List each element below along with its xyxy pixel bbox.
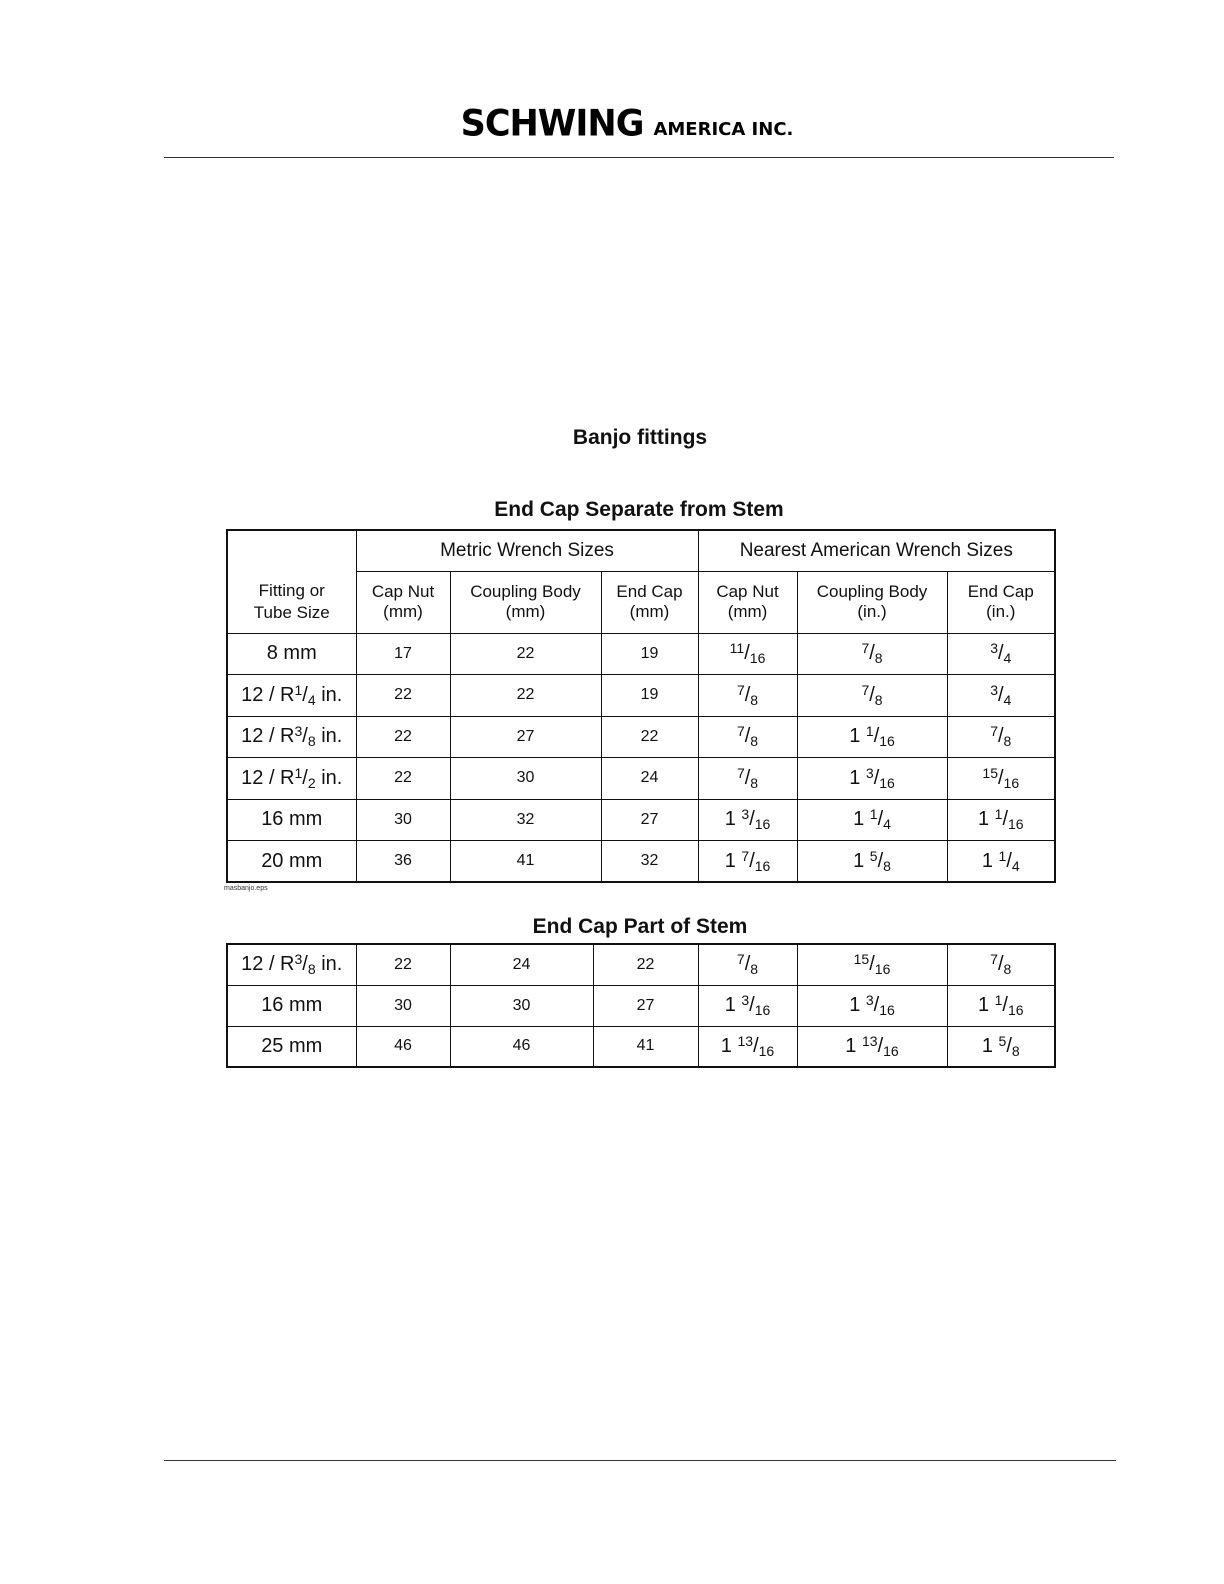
- frac-numerator: 15: [982, 764, 998, 781]
- sub-header-5: [947, 571, 1055, 633]
- header-rule: [164, 157, 1114, 158]
- fit-suffix: in.: [315, 766, 343, 789]
- whole-part: 1: [845, 1034, 862, 1057]
- metric-cell: 27: [601, 799, 698, 841]
- fitting-size-cell: $12 / R^1/_2$ in.: [227, 758, 356, 800]
- fit-prefix: 16 mm: [261, 808, 323, 831]
- fit-suffix: in.: [315, 725, 343, 748]
- metric-cell: 46: [450, 1026, 593, 1067]
- american-cell: 1 $^{13}/_{16}$: [797, 1026, 947, 1067]
- metric-cell: 41: [450, 841, 601, 883]
- fit-prefix: 12 / R: [241, 683, 295, 706]
- metric-cell: 30: [356, 985, 450, 1026]
- american-cell: $^7/_8$: [698, 716, 797, 758]
- american-group-header: Nearest American Wrench Sizes: [698, 530, 1055, 571]
- fit-denominator: 8: [307, 733, 316, 750]
- whole-part: 1: [853, 808, 870, 831]
- frac-denominator: 16: [879, 1002, 895, 1018]
- frac-numerator: 7: [736, 951, 745, 968]
- fit-denominator: 8: [307, 961, 316, 978]
- whole-part: 1: [849, 725, 866, 748]
- whole-part: 1: [849, 994, 866, 1016]
- frac-denominator: 8: [750, 691, 759, 708]
- frac-denominator: 16: [754, 857, 771, 874]
- sub-header-line1: End Cap: [616, 582, 683, 601]
- whole-part: 1: [724, 808, 742, 831]
- frac-denominator: 8: [1003, 961, 1012, 978]
- fitting-size-cell: [227, 1026, 356, 1067]
- frac-denominator: 16: [754, 1002, 771, 1018]
- frac-denominator: 8: [883, 857, 891, 874]
- fitting-size-cell: $12 / R^1/_4$ in.: [227, 675, 356, 717]
- whole-part: 1: [981, 849, 999, 872]
- sub-header-0: [356, 571, 450, 633]
- footer-rule: [164, 1460, 1116, 1461]
- frac-numerator: 7: [861, 681, 870, 698]
- frac-numerator: 7: [736, 764, 745, 781]
- fit-prefix: 12 / R: [241, 953, 295, 976]
- whole-part: 1: [977, 994, 995, 1016]
- sub-header-line2: (mm): [629, 602, 670, 621]
- frac-denominator: 8: [874, 650, 883, 667]
- fitting-size-cell: [227, 985, 356, 1026]
- frac-numerator: 1: [865, 723, 874, 740]
- metric-cell: 22: [356, 675, 450, 717]
- sub-header-line1: Cap Nut: [371, 582, 435, 601]
- sub-header-3: [698, 571, 797, 633]
- whole-part: 1: [981, 1034, 999, 1057]
- frac-denominator: 4: [1003, 691, 1012, 708]
- metric-cell: 22: [450, 633, 601, 675]
- metric-cell: 32: [601, 841, 698, 883]
- frac-numerator: 1: [994, 806, 1003, 823]
- metric-cell: 19: [601, 675, 698, 717]
- sub-header-1: [450, 571, 601, 633]
- american-cell: $^7/_8$: [947, 944, 1055, 985]
- metric-cell: 46: [356, 1026, 450, 1067]
- american-cell: 1 $^3/_{16}$: [797, 985, 947, 1026]
- table-row: [227, 675, 1055, 717]
- metric-cell: 32: [450, 799, 601, 841]
- american-cell: $^7/_8$: [947, 716, 1055, 758]
- whole-part: 1: [853, 849, 870, 872]
- fitting-size-cell: $12 / R^3/_8$ in.: [227, 716, 356, 758]
- frac-denominator: 16: [749, 650, 766, 667]
- metric-cell: 30: [356, 799, 450, 841]
- table-row: [227, 758, 1055, 800]
- frac-denominator: 4: [1011, 857, 1020, 874]
- metric-cell: 24: [450, 944, 593, 985]
- metric-cell: 22: [356, 944, 450, 985]
- american-cell: 1 $^5/_8$: [947, 1026, 1055, 1067]
- metric-cell: 30: [450, 985, 593, 1026]
- frac-numerator: 7: [736, 723, 745, 740]
- american-cell: $^3/_4$: [947, 633, 1055, 675]
- frac-numerator: 3: [741, 992, 750, 1008]
- whole-part: 1: [977, 808, 995, 831]
- metric-cell: 24: [601, 758, 698, 800]
- fitting-size-header: [227, 530, 356, 633]
- fitting-size-cell: [227, 841, 356, 883]
- american-cell: 1 $^3/_{16}$: [698, 799, 797, 841]
- fit-denominator: 2: [307, 774, 316, 791]
- american-cell: $^{15}/_{16}$: [947, 758, 1055, 800]
- american-cell: 1 $^1/_{16}$: [797, 716, 947, 758]
- fitting-size-header-line1: Fitting or: [258, 580, 325, 600]
- american-cell: 1 $^3/_{16}$: [698, 985, 797, 1026]
- table2-title: End Cap Part of Stem: [532, 915, 748, 938]
- frac-numerator: 5: [998, 1032, 1007, 1049]
- whole-part: 1: [724, 849, 742, 872]
- metric-cell: 22: [450, 675, 601, 717]
- frac-denominator: 16: [883, 1042, 899, 1059]
- frac-numerator: 7: [990, 951, 998, 968]
- american-cell: $^{11}/_{16}$: [698, 633, 797, 675]
- table-row: [227, 799, 1055, 841]
- frac-numerator: 13: [861, 1032, 878, 1049]
- fit-prefix: 16 mm: [261, 994, 323, 1016]
- frac-denominator: 16: [879, 774, 895, 791]
- fit-suffix: in.: [315, 953, 343, 976]
- american-cell: $^7/_8$: [698, 675, 797, 717]
- sub-header-line2: (in.): [857, 602, 887, 621]
- frac-denominator: 8: [750, 774, 759, 791]
- metric-cell: 22: [356, 758, 450, 800]
- fitting-size-cell: [227, 633, 356, 675]
- table-row: [227, 716, 1055, 758]
- metric-cell: 27: [450, 716, 601, 758]
- american-cell: 1 $^1/_{16}$: [947, 799, 1055, 841]
- metric-cell: 22: [593, 944, 698, 985]
- fit-prefix: 12 / R: [241, 725, 295, 748]
- fit-prefix: 8 mm: [266, 642, 317, 665]
- frac-denominator: 8: [874, 691, 883, 708]
- american-cell: 1 $^5/_8$: [797, 841, 947, 883]
- fit-numerator: 3: [294, 723, 303, 740]
- american-cell: $^7/_8$: [797, 675, 947, 717]
- table-end-cap-separate: [226, 529, 1056, 883]
- fit-denominator: 4: [307, 691, 316, 708]
- fitting-size-header-line2: Tube Size: [253, 602, 330, 622]
- frac-denominator: 16: [874, 961, 891, 978]
- table-end-cap-part-of-stem: [226, 943, 1056, 1068]
- frac-denominator: 8: [750, 961, 759, 978]
- table-row: [227, 944, 1055, 985]
- frac-denominator: 16: [1003, 774, 1020, 791]
- frac-numerator: 1: [869, 806, 878, 823]
- page-header: [0, 104, 1224, 144]
- sub-header-line2: (in.): [986, 602, 1016, 621]
- table-row: [227, 633, 1055, 675]
- metric-cell: 17: [356, 633, 450, 675]
- metric-cell: 27: [593, 985, 698, 1026]
- sub-header-4: [797, 571, 947, 633]
- metric-group-header: Metric Wrench Sizes: [356, 530, 698, 571]
- frac-denominator: 8: [1003, 733, 1012, 750]
- american-cell: 1 $^{13}/_{16}$: [698, 1026, 797, 1067]
- fit-numerator: 3: [294, 951, 303, 968]
- fit-suffix: in.: [315, 683, 343, 706]
- frac-denominator: 4: [883, 816, 891, 833]
- frac-denominator: 16: [879, 733, 895, 750]
- metric-cell: 19: [601, 633, 698, 675]
- sub-header-line1: End Cap: [967, 582, 1034, 601]
- metric-cell: 36: [356, 841, 450, 883]
- frac-denominator: 4: [1003, 650, 1012, 667]
- sub-header-line2: (mm): [505, 602, 546, 621]
- frac-numerator: 3: [990, 681, 998, 698]
- sub-header-line1: Coupling Body: [470, 582, 581, 601]
- frac-numerator: 13: [737, 1032, 754, 1049]
- frac-denominator: 8: [750, 733, 759, 750]
- table-row: [227, 841, 1055, 883]
- fit-numerator: 1: [294, 764, 303, 781]
- whole-part: 1: [849, 766, 866, 789]
- logo-main-text: SCHWING: [460, 103, 644, 145]
- whole-part: 1: [720, 1034, 738, 1057]
- frac-numerator: 5: [869, 847, 878, 864]
- table1-title: End Cap Separate from Stem: [494, 498, 784, 521]
- american-cell: 1 $^7/_{16}$: [698, 841, 797, 883]
- file-note: masbanjo.eps: [224, 885, 268, 892]
- frac-denominator: 16: [758, 1042, 775, 1059]
- frac-numerator: 7: [990, 723, 998, 740]
- american-cell: 1 $^3/_{16}$: [797, 758, 947, 800]
- metric-cell: 22: [356, 716, 450, 758]
- frac-numerator: 3: [741, 806, 750, 823]
- whole-part: 1: [724, 994, 742, 1016]
- company-logo: [461, 104, 794, 144]
- sub-header-line1: Cap Nut: [716, 582, 779, 601]
- american-cell: 1 $^1/_4$: [797, 799, 947, 841]
- frac-numerator: 7: [736, 681, 745, 698]
- frac-denominator: 16: [1008, 816, 1024, 833]
- frac-denominator: 8: [1011, 1042, 1020, 1059]
- sub-header-line1: Coupling Body: [816, 582, 928, 601]
- fit-numerator: 1: [294, 681, 303, 698]
- fit-prefix: 25 mm: [261, 1034, 323, 1057]
- fit-prefix: 20 mm: [261, 849, 323, 872]
- fitting-size-cell: [227, 799, 356, 841]
- metric-cell: 22: [601, 716, 698, 758]
- table-row: [227, 985, 1055, 1026]
- american-cell: 1 $^1/_4$: [947, 841, 1055, 883]
- table-row: [227, 1026, 1055, 1067]
- frac-numerator: 1: [998, 847, 1007, 864]
- frac-numerator: 15: [853, 951, 870, 968]
- american-cell: $^7/_8$: [698, 944, 797, 985]
- frac-denominator: 16: [1007, 1002, 1024, 1018]
- frac-numerator: 3: [865, 992, 874, 1008]
- american-cell: $^3/_4$: [947, 675, 1055, 717]
- american-cell: $^{15}/_{16}$: [797, 944, 947, 985]
- frac-numerator: 3: [990, 640, 998, 657]
- page-title: Banjo fittings: [572, 426, 708, 449]
- frac-numerator: 11: [729, 640, 745, 657]
- frac-denominator: 16: [754, 816, 771, 833]
- logo-sub-text: AMERICA INC.: [653, 119, 794, 140]
- fitting-size-cell: $12 / R^3/_8$ in.: [227, 944, 356, 985]
- frac-numerator: 7: [741, 847, 750, 864]
- frac-numerator: 1: [994, 992, 1003, 1008]
- frac-numerator: 3: [865, 764, 874, 781]
- american-cell: 1 $^1/_{16}$: [947, 985, 1055, 1026]
- sub-header-line2: (mm): [383, 602, 423, 621]
- sub-header-line2: (mm): [727, 602, 768, 621]
- american-cell: $^7/_8$: [797, 633, 947, 675]
- american-cell: $^7/_8$: [698, 758, 797, 800]
- metric-cell: 41: [593, 1026, 698, 1067]
- sub-header-2: [601, 571, 698, 633]
- fit-prefix: 12 / R: [241, 766, 295, 789]
- frac-numerator: 7: [861, 640, 870, 657]
- metric-cell: 30: [450, 758, 601, 800]
